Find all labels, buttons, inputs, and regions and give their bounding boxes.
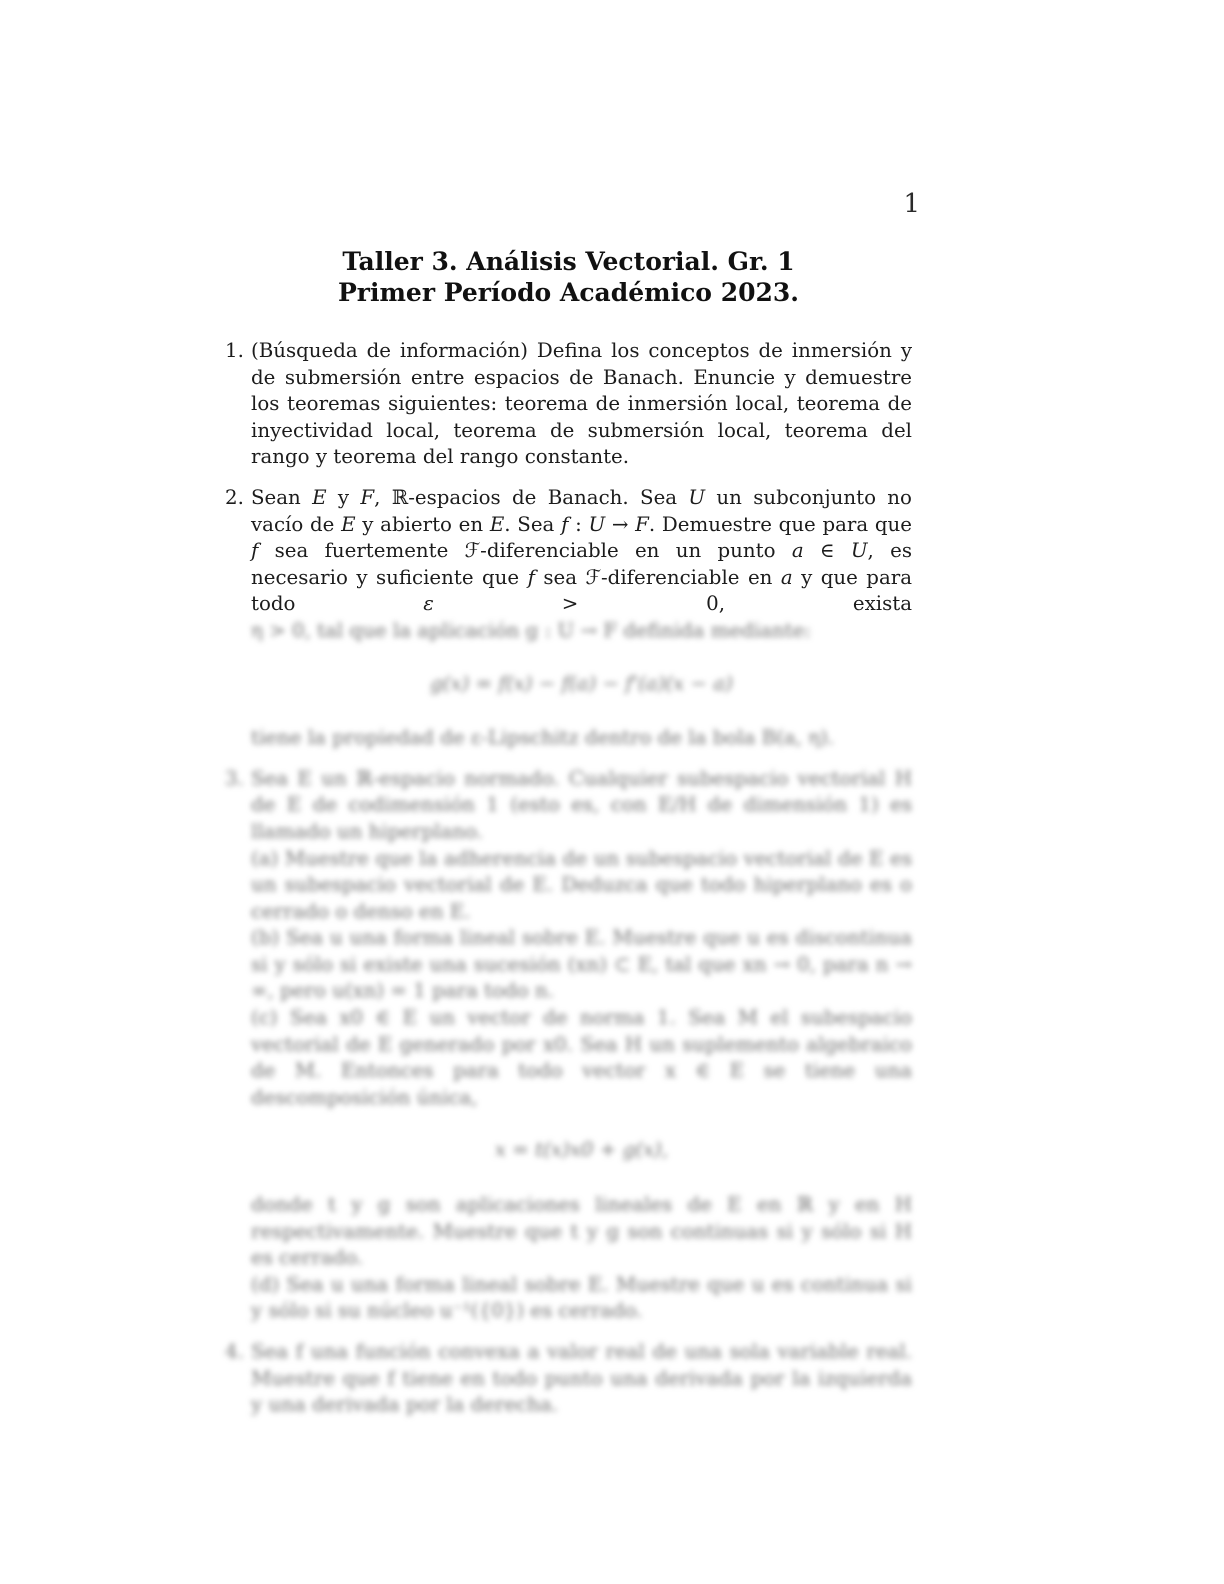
text-segment: Sean [251, 485, 313, 509]
display-formula-2: x = t(x)x0 + g(x), [494, 1138, 669, 1162]
exercise-item-1 [225, 338, 912, 471]
text-segment: . Sea [504, 512, 562, 536]
text-segment: : [568, 512, 589, 536]
title-line-2: Primer Período Académico 2023. [338, 278, 799, 307]
item-number: 2. [225, 485, 244, 509]
blurred-paragraph: (c) Sea x0 ∈ E un vector de norma 1. Sea M el subespacio vectorial de E generado por x0. Sea H un suplemento algebraico de M. Entonces para todo vector x ∈ E se tiene una descomposición única, [251, 1006, 912, 1109]
text-segment: E [312, 485, 327, 509]
document-title [225, 246, 912, 308]
text-segment: → [605, 512, 636, 536]
item-paragraph: (Búsqueda de información) Defina los conceptos de inmersión y de submersión entre espacios de Banach. Enuncie y demuestre los teoremas siguientes: teorema de inmersión local, teorema de inyectividad local, teorema de submersión local, teorema del rango y teorema del rango constante. [251, 339, 912, 469]
exercise-item-3 [225, 766, 912, 1325]
text-segment: > 0, exista [433, 592, 912, 616]
title-line-1: Taller 3. Análisis Vectorial. Gr. 1 [342, 247, 795, 276]
blurred-paragraph: Sea E un ℝ-espacio normado. Cualquier subespacio vectorial H de E de codimensión 1 (esto es, con E/H de dimensión 1) es llamado un hiperplano. [251, 766, 912, 843]
text-segment: a [780, 565, 793, 589]
exercise-list [225, 338, 912, 1433]
text-segment: ∈ [803, 539, 851, 563]
exercise-item-4 [225, 1339, 912, 1419]
text-segment: F [360, 485, 375, 509]
text-segment: U [688, 485, 706, 509]
exercise-item-2 [225, 485, 912, 752]
display-formula-1: g(x) = f(x) − f(a) − f'(a)(x − a) [430, 671, 733, 695]
text-segment: y abierto en [355, 512, 490, 536]
text-segment: U [588, 512, 606, 536]
text-segment: ε [423, 592, 434, 616]
blurred-paragraph: (a) Muestre que la adherencia de un subespacio vectorial de E es un subespacio vectorial de E. Deduzca que todo hiperplano es o cerrado o denso en E. [251, 846, 912, 923]
blurred-paragraph: Sea f una función convexa a valor real de una sola variable real. Muestre que f tiene en todo punto una derivada por la izquierda y una derivada por la derecha. [251, 1340, 912, 1417]
blurred-paragraph: η > 0, tal que la aplicación g : U → F definida mediante: [251, 618, 812, 642]
text-segment: F [635, 512, 649, 536]
text-segment: , ℝ-espacios de Banach. Sea [374, 485, 689, 509]
text-segment: y [326, 485, 361, 509]
item-number: 4. [225, 1340, 244, 1363]
text-segment: f [251, 539, 259, 563]
text-segment: E [341, 512, 356, 536]
text-segment: f [527, 565, 535, 589]
text-segment: f [561, 512, 569, 536]
text-segment: . Demuestre que para que [648, 512, 913, 536]
item-number: 3. [225, 766, 244, 790]
item-number: 1. [225, 339, 244, 362]
text-segment: y que para todo [251, 565, 912, 616]
page-number: 1 [903, 189, 920, 219]
blurred-paragraph: (d) Sea u una forma lineal sobre E. Muestre que u es continua si y sólo si su núcleo u⁻¹({0}) es cerrado. [251, 1272, 912, 1323]
item-paragraph [251, 485, 912, 618]
text-segment: U [850, 539, 868, 563]
blurred-paragraph: (b) Sea u una forma lineal sobre E. Muestre que u es discontinua si y sólo si existe una sucesión (xn) ⊂ E, tal que xn → 0, para n → ∞, pero u(xn) = 1 para todo n. [251, 926, 912, 1003]
blurred-paragraph: donde t y g son aplicaciones lineales de E en ℝ y en H respectivamente. Muestre que t y g son continuas si y sólo si H es cerrado. [251, 1193, 912, 1270]
text-segment: sea ℱ-diferenciable en [534, 565, 781, 589]
text-segment: sea fuertemente ℱ-diferenciable en un punto [258, 539, 792, 563]
text-segment: a [791, 539, 804, 563]
blurred-paragraph: tiene la propiedad de ε-Lipschitz dentro de la bola B(a, η). [251, 726, 835, 750]
text-segment: un subconjunto no vacío de [251, 485, 912, 536]
text-segment: E [489, 512, 505, 536]
text-segment: , es necesario y suficiente que [251, 539, 912, 589]
